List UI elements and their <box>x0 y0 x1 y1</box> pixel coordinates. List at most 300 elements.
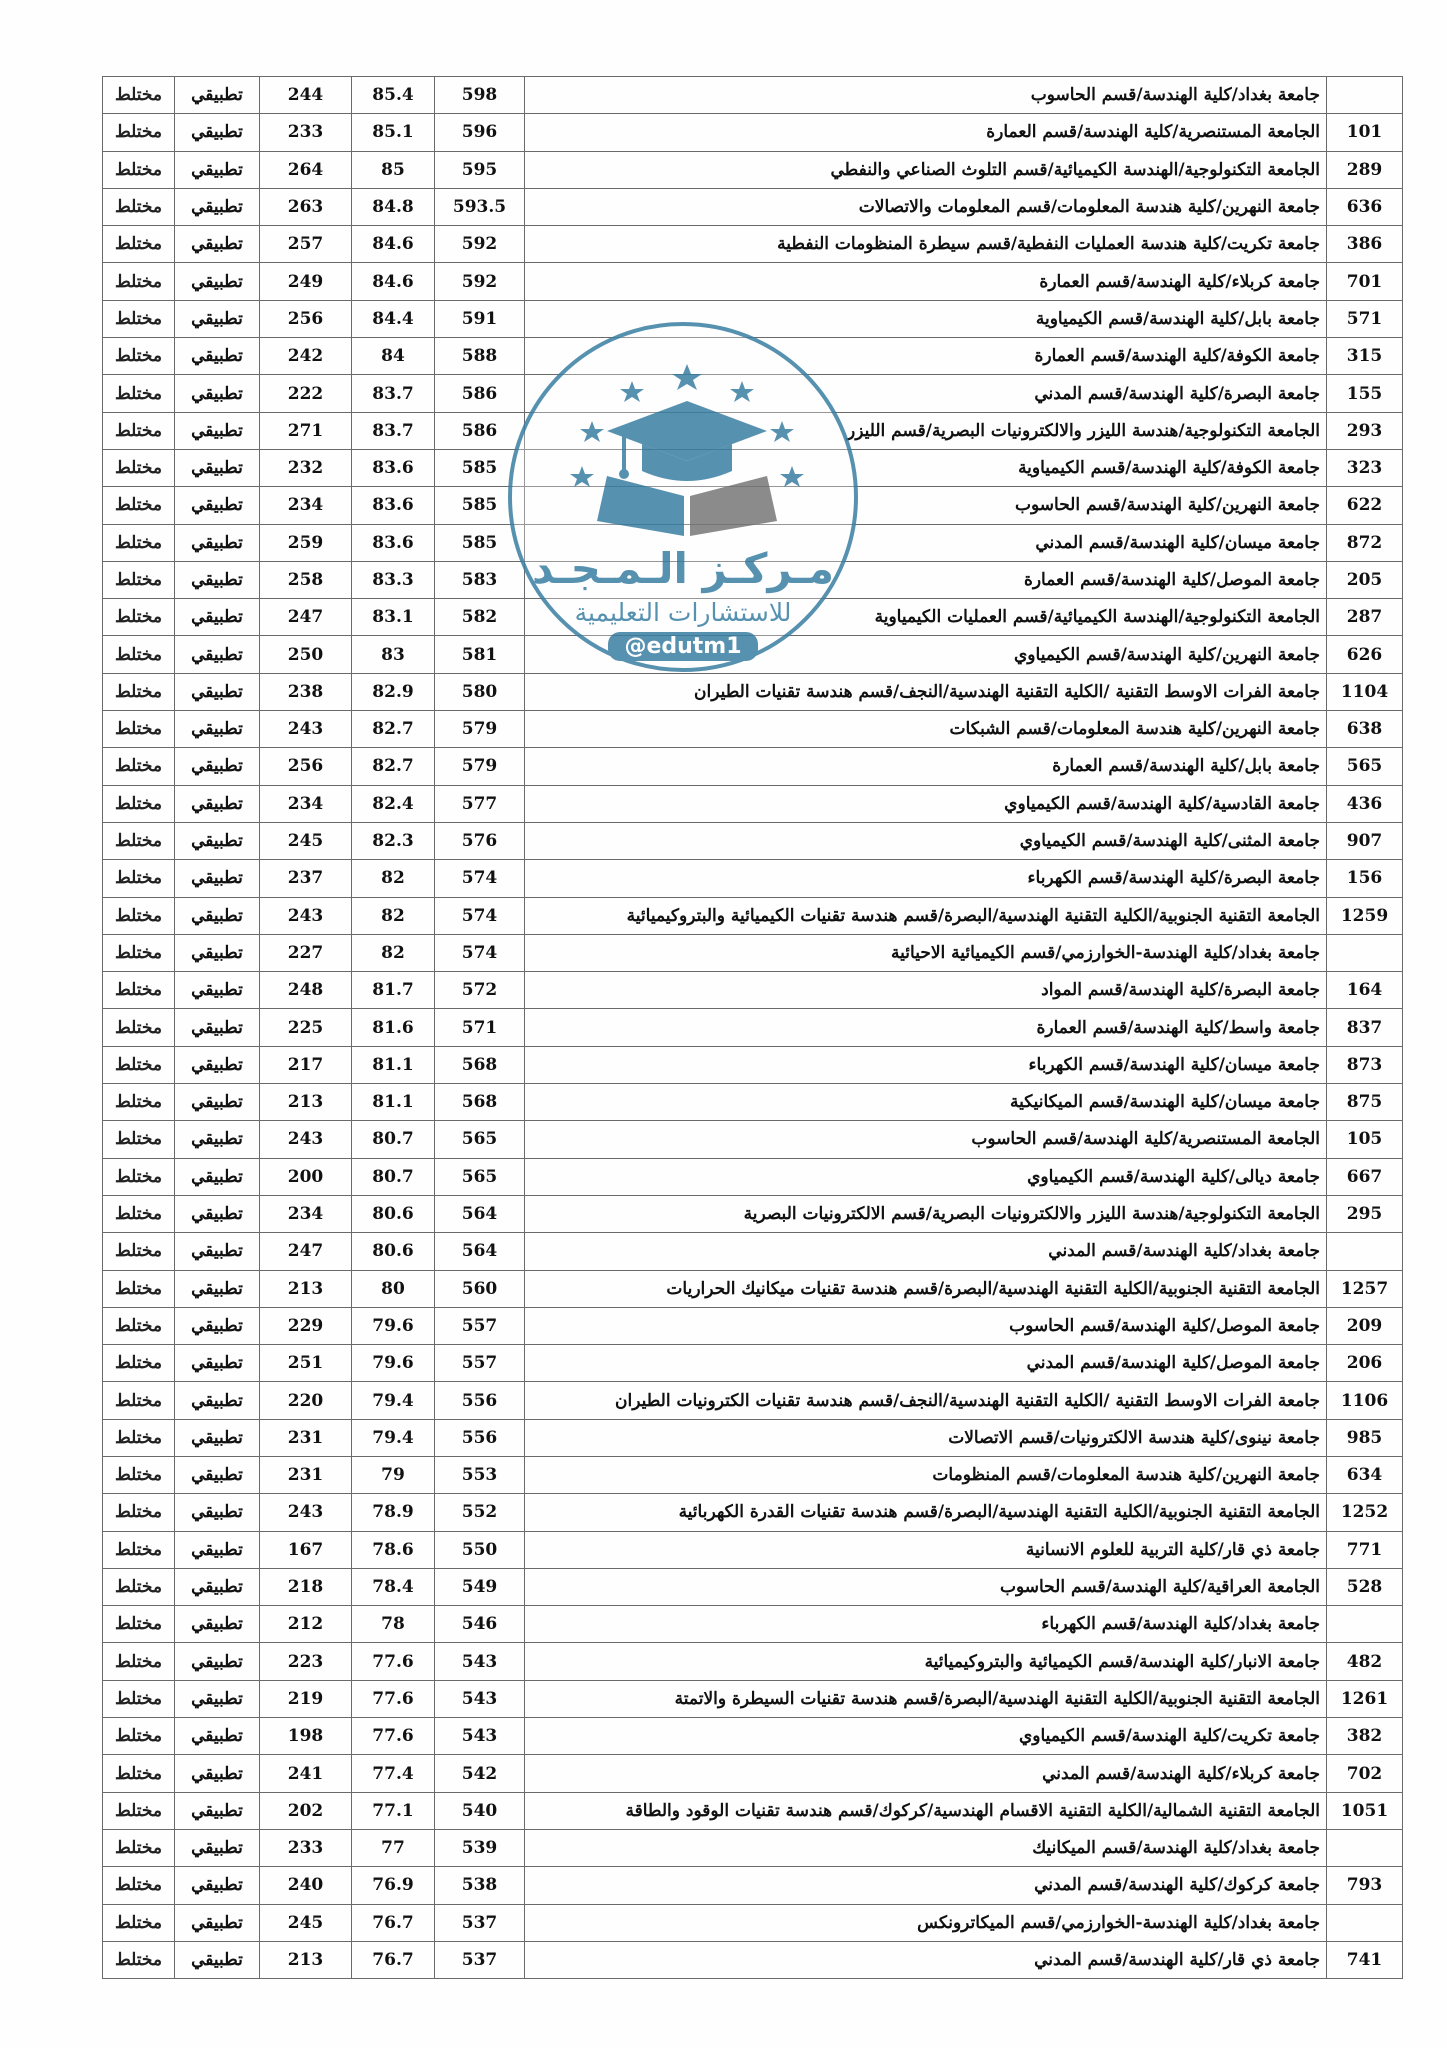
program-code-cell: 315 <box>1327 338 1403 375</box>
table-row <box>103 972 1403 1009</box>
program-code-cell: 571 <box>1327 300 1403 337</box>
seats-cell: 198 <box>260 1718 352 1755</box>
table-row <box>103 188 1403 225</box>
score-cell: 593.5 <box>435 188 525 225</box>
program-code-cell: 155 <box>1327 375 1403 412</box>
score-cell: 564 <box>435 1233 525 1270</box>
seats-cell: 241 <box>260 1755 352 1792</box>
track-cell: تطبيقي <box>175 1755 260 1792</box>
score-cell: 586 <box>435 375 525 412</box>
watermark-handle: @edutm1 <box>608 632 758 661</box>
percentage-cell: 84.4 <box>352 300 435 337</box>
type-cell: مختلط <box>103 1680 175 1717</box>
type-cell: مختلط <box>103 1270 175 1307</box>
percentage-cell: 76.7 <box>352 1941 435 1978</box>
type-cell: مختلط <box>103 1233 175 1270</box>
percentage-cell: 81.1 <box>352 1084 435 1121</box>
program-code-cell: 565 <box>1327 748 1403 785</box>
percentage-cell: 81.7 <box>352 972 435 1009</box>
table-row <box>103 1606 1403 1643</box>
table-row <box>103 1904 1403 1941</box>
score-cell: 537 <box>435 1904 525 1941</box>
table-row <box>103 1755 1403 1792</box>
seats-cell: 243 <box>260 897 352 934</box>
score-cell: 546 <box>435 1606 525 1643</box>
seats-cell: 217 <box>260 1046 352 1083</box>
program-code-cell: 382 <box>1327 1718 1403 1755</box>
table-row <box>103 1270 1403 1307</box>
track-cell: تطبيقي <box>175 1009 260 1046</box>
track-cell: تطبيقي <box>175 114 260 151</box>
score-cell: 579 <box>435 711 525 748</box>
percentage-cell: 84.6 <box>352 263 435 300</box>
type-cell: مختلط <box>103 1345 175 1382</box>
track-cell: تطبيقي <box>175 1494 260 1531</box>
score-cell: 581 <box>435 636 525 673</box>
program-name-cell: جامعة الموصل/كلية الهندسة/قسم العمارة <box>525 561 1327 598</box>
score-cell: 585 <box>435 449 525 486</box>
type-cell: مختلط <box>103 1606 175 1643</box>
program-name-cell: جامعة بغداد/كلية الهندسة/قسم الحاسوب <box>525 77 1327 114</box>
track-cell: تطبيقي <box>175 897 260 934</box>
type-cell: مختلط <box>103 151 175 188</box>
track-cell: تطبيقي <box>175 1643 260 1680</box>
track-cell: تطبيقي <box>175 412 260 449</box>
seats-cell: 263 <box>260 188 352 225</box>
seats-cell: 271 <box>260 412 352 449</box>
track-cell: تطبيقي <box>175 1307 260 1344</box>
score-cell: 565 <box>435 1158 525 1195</box>
score-cell: 560 <box>435 1270 525 1307</box>
percentage-cell: 80.7 <box>352 1158 435 1195</box>
percentage-cell: 77.1 <box>352 1792 435 1829</box>
percentage-cell: 80 <box>352 1270 435 1307</box>
seats-cell: 231 <box>260 1419 352 1456</box>
seats-cell: 247 <box>260 1233 352 1270</box>
program-name-cell: جامعة ذي قار/كلية التربية للعلوم الانسانية <box>525 1531 1327 1568</box>
program-code-cell: 626 <box>1327 636 1403 673</box>
program-code-cell: 634 <box>1327 1456 1403 1493</box>
track-cell: تطبيقي <box>175 1792 260 1829</box>
percentage-cell: 85 <box>352 151 435 188</box>
program-name-cell: الجامعة العراقية/كلية الهندسة/قسم الحاسوب <box>525 1568 1327 1605</box>
type-cell: مختلط <box>103 1531 175 1568</box>
type-cell: مختلط <box>103 934 175 971</box>
score-cell: 576 <box>435 822 525 859</box>
type-cell: مختلط <box>103 1009 175 1046</box>
percentage-cell: 82.3 <box>352 822 435 859</box>
score-cell: 579 <box>435 748 525 785</box>
program-name-cell: جامعة تكريت/كلية الهندسة/قسم الكيمياوي <box>525 1718 1327 1755</box>
percentage-cell: 77.4 <box>352 1755 435 1792</box>
type-cell: مختلط <box>103 972 175 1009</box>
percentage-cell: 78.9 <box>352 1494 435 1531</box>
type-cell: مختلط <box>103 1121 175 1158</box>
watermark-name: مـركـز الـمـجـد <box>532 544 834 593</box>
program-code-cell: 875 <box>1327 1084 1403 1121</box>
track-cell: تطبيقي <box>175 785 260 822</box>
score-cell: 598 <box>435 77 525 114</box>
type-cell: مختلط <box>103 1084 175 1121</box>
type-cell: مختلط <box>103 822 175 859</box>
program-name-cell: جامعة الانبار/كلية الهندسة/قسم الكيميائية والبتروكيميائية <box>525 1643 1327 1680</box>
score-cell: 540 <box>435 1792 525 1829</box>
program-name-cell: جامعة بغداد/كلية الهندسة/قسم المدني <box>525 1233 1327 1270</box>
percentage-cell: 79.6 <box>352 1345 435 1382</box>
track-cell: تطبيقي <box>175 636 260 673</box>
table-row <box>103 748 1403 785</box>
program-name-cell: الجامعة التكنولوجية/الهندسة الكيميائية/قسم التلوث الصناعي والنفطي <box>525 151 1327 188</box>
percentage-cell: 79.6 <box>352 1307 435 1344</box>
program-name-cell: الجامعة التكنولوجية/الهندسة الكيميائية/قسم العمليات الكيمياوية <box>525 599 1327 636</box>
track-cell: تطبيقي <box>175 748 260 785</box>
percentage-cell: 82.9 <box>352 673 435 710</box>
seats-cell: 264 <box>260 151 352 188</box>
score-cell: 557 <box>435 1345 525 1382</box>
score-cell: 543 <box>435 1643 525 1680</box>
seats-cell: 220 <box>260 1382 352 1419</box>
score-cell: 588 <box>435 338 525 375</box>
program-code-cell <box>1327 934 1403 971</box>
percentage-cell: 82 <box>352 934 435 971</box>
table-row <box>103 711 1403 748</box>
program-name-cell: الجامعة التقنية الجنوبية/الكلية التقنية الهندسية/البصرة/قسم هندسة تقنيات ميكانيك الحراريات <box>525 1270 1327 1307</box>
table-row <box>103 1345 1403 1382</box>
type-cell: مختلط <box>103 1829 175 1866</box>
track-cell: تطبيقي <box>175 1270 260 1307</box>
type-cell: مختلط <box>103 1643 175 1680</box>
score-cell: 595 <box>435 151 525 188</box>
seats-cell: 258 <box>260 561 352 598</box>
table-row <box>103 934 1403 971</box>
program-code-cell <box>1327 77 1403 114</box>
type-cell: مختلط <box>103 412 175 449</box>
type-cell: مختلط <box>103 636 175 673</box>
percentage-cell: 76.7 <box>352 1904 435 1941</box>
table-row <box>103 897 1403 934</box>
program-code-cell: 528 <box>1327 1568 1403 1605</box>
track-cell: تطبيقي <box>175 1195 260 1232</box>
score-cell: 542 <box>435 1755 525 1792</box>
program-code-cell: 287 <box>1327 599 1403 636</box>
percentage-cell: 77.6 <box>352 1680 435 1717</box>
track-cell: تطبيقي <box>175 1046 260 1083</box>
type-cell: مختلط <box>103 1792 175 1829</box>
score-cell: 571 <box>435 1009 525 1046</box>
table-row <box>103 673 1403 710</box>
type-cell: مختلط <box>103 188 175 225</box>
seats-cell: 218 <box>260 1568 352 1605</box>
percentage-cell: 80.7 <box>352 1121 435 1158</box>
program-name-cell: جامعة ديالى/كلية الهندسة/قسم الكيمياوي <box>525 1158 1327 1195</box>
type-cell: مختلط <box>103 1941 175 1978</box>
program-code-cell <box>1327 1233 1403 1270</box>
track-cell: تطبيقي <box>175 934 260 971</box>
score-cell: 574 <box>435 934 525 971</box>
program-code-cell <box>1327 1904 1403 1941</box>
seats-cell: 240 <box>260 1867 352 1904</box>
type-cell: مختلط <box>103 1456 175 1493</box>
seats-cell: 249 <box>260 263 352 300</box>
program-code-cell <box>1327 1829 1403 1866</box>
track-cell: تطبيقي <box>175 1867 260 1904</box>
score-cell: 585 <box>435 487 525 524</box>
program-name-cell: الجامعة التكنولوجية/هندسة الليزر والالكترونيات البصرية/قسم الالكترونيات البصرية <box>525 1195 1327 1232</box>
track-cell: تطبيقي <box>175 375 260 412</box>
track-cell: تطبيقي <box>175 77 260 114</box>
program-name-cell: جامعة ذي قار/كلية الهندسة/قسم المدني <box>525 1941 1327 1978</box>
track-cell: تطبيقي <box>175 1718 260 1755</box>
program-code-cell: 837 <box>1327 1009 1403 1046</box>
track-cell: تطبيقي <box>175 673 260 710</box>
track-cell: تطبيقي <box>175 1084 260 1121</box>
percentage-cell: 83.7 <box>352 412 435 449</box>
watermark-logo <box>508 322 858 672</box>
table-row <box>103 151 1403 188</box>
program-code-cell: 205 <box>1327 561 1403 598</box>
table-row <box>103 1829 1403 1866</box>
track-cell: تطبيقي <box>175 561 260 598</box>
program-name-cell: جامعة كركوك/كلية الهندسة/قسم المدني <box>525 1867 1327 1904</box>
table-row <box>103 114 1403 151</box>
program-name-cell: جامعة الكوفة/كلية الهندسة/قسم الكيمياوية <box>525 449 1327 486</box>
percentage-cell: 78.6 <box>352 1531 435 1568</box>
program-name-cell: الجامعة المستنصرية/كلية الهندسة/قسم العمارة <box>525 114 1327 151</box>
program-code-cell: 1259 <box>1327 897 1403 934</box>
track-cell: تطبيقي <box>175 1941 260 1978</box>
table-row <box>103 1084 1403 1121</box>
score-cell: 592 <box>435 226 525 263</box>
score-cell: 592 <box>435 263 525 300</box>
program-code-cell: 156 <box>1327 860 1403 897</box>
track-cell: تطبيقي <box>175 1382 260 1419</box>
score-cell: 549 <box>435 1568 525 1605</box>
program-code-cell: 667 <box>1327 1158 1403 1195</box>
seats-cell: 243 <box>260 1494 352 1531</box>
program-code-cell: 1104 <box>1327 673 1403 710</box>
score-cell: 556 <box>435 1419 525 1456</box>
seats-cell: 242 <box>260 338 352 375</box>
program-name-cell: جامعة القادسية/كلية الهندسة/قسم الكيمياوي <box>525 785 1327 822</box>
seats-cell: 256 <box>260 300 352 337</box>
track-cell: تطبيقي <box>175 188 260 225</box>
program-name-cell: الجامعة التقنية الجنوبية/الكلية التقنية الهندسية/البصرة/قسم هندسة تقنيات القدرة الكهربائية <box>525 1494 1327 1531</box>
score-cell: 538 <box>435 1867 525 1904</box>
score-cell: 568 <box>435 1084 525 1121</box>
seats-cell: 234 <box>260 1195 352 1232</box>
track-cell: تطبيقي <box>175 860 260 897</box>
seats-cell: 234 <box>260 487 352 524</box>
table-row <box>103 1494 1403 1531</box>
track-cell: تطبيقي <box>175 300 260 337</box>
type-cell: مختلط <box>103 1718 175 1755</box>
program-code-cell: 101 <box>1327 114 1403 151</box>
program-name-cell: جامعة واسط/كلية الهندسة/قسم العمارة <box>525 1009 1327 1046</box>
type-cell: مختلط <box>103 226 175 263</box>
program-code-cell: 1257 <box>1327 1270 1403 1307</box>
table-row <box>103 226 1403 263</box>
percentage-cell: 83.6 <box>352 449 435 486</box>
score-cell: 543 <box>435 1680 525 1717</box>
score-cell: 596 <box>435 114 525 151</box>
seats-cell: 243 <box>260 711 352 748</box>
program-name-cell: الجامعة التقنية الجنوبية/الكلية التقنية الهندسية/البصرة/قسم هندسة تقنيات السيطرة والاتمتة <box>525 1680 1327 1717</box>
track-cell: تطبيقي <box>175 263 260 300</box>
program-code-cell: 793 <box>1327 1867 1403 1904</box>
table-row <box>103 77 1403 114</box>
program-code-cell: 164 <box>1327 972 1403 1009</box>
percentage-cell: 78.4 <box>352 1568 435 1605</box>
score-cell: 568 <box>435 1046 525 1083</box>
seats-cell: 238 <box>260 673 352 710</box>
program-code-cell: 386 <box>1327 226 1403 263</box>
program-code-cell <box>1327 1606 1403 1643</box>
program-code-cell: 771 <box>1327 1531 1403 1568</box>
seats-cell: 222 <box>260 375 352 412</box>
percentage-cell: 84 <box>352 338 435 375</box>
track-cell: تطبيقي <box>175 338 260 375</box>
percentage-cell: 82 <box>352 860 435 897</box>
program-name-cell: جامعة النهرين/كلية هندسة المعلومات/قسم الشبكات <box>525 711 1327 748</box>
seats-cell: 225 <box>260 1009 352 1046</box>
program-code-cell: 293 <box>1327 412 1403 449</box>
type-cell: مختلط <box>103 711 175 748</box>
percentage-cell: 84.6 <box>352 226 435 263</box>
percentage-cell: 80.6 <box>352 1233 435 1270</box>
program-code-cell: 1252 <box>1327 1494 1403 1531</box>
percentage-cell: 79.4 <box>352 1419 435 1456</box>
type-cell: مختلط <box>103 1904 175 1941</box>
program-code-cell: 482 <box>1327 1643 1403 1680</box>
type-cell: مختلط <box>103 1307 175 1344</box>
seats-cell: 234 <box>260 785 352 822</box>
program-name-cell: جامعة بغداد/كلية الهندسة-الخوارزمي/قسم الميكاترونكس <box>525 1904 1327 1941</box>
track-cell: تطبيقي <box>175 1419 260 1456</box>
table-row <box>103 1867 1403 1904</box>
track-cell: تطبيقي <box>175 449 260 486</box>
score-cell: 539 <box>435 1829 525 1866</box>
table-row <box>103 1233 1403 1270</box>
score-cell: 564 <box>435 1195 525 1232</box>
type-cell: مختلط <box>103 785 175 822</box>
seats-cell: 248 <box>260 972 352 1009</box>
program-code-cell: 702 <box>1327 1755 1403 1792</box>
table-row <box>103 1158 1403 1195</box>
type-cell: مختلط <box>103 300 175 337</box>
seats-cell: 243 <box>260 1121 352 1158</box>
program-name-cell: جامعة تكريت/كلية هندسة العمليات النفطية/قسم سيطرة المنظومات النفطية <box>525 226 1327 263</box>
program-name-cell: جامعة الفرات الاوسط التقنية /الكلية التقنية الهندسية/النجف/قسم هندسة تقنيات الكترونيات الطيران <box>525 1382 1327 1419</box>
program-name-cell: جامعة ميسان/كلية الهندسة/قسم الميكانيكية <box>525 1084 1327 1121</box>
track-cell: تطبيقي <box>175 226 260 263</box>
seats-cell: 232 <box>260 449 352 486</box>
type-cell: مختلط <box>103 561 175 598</box>
score-cell: 565 <box>435 1121 525 1158</box>
program-name-cell: جامعة بابل/كلية الهندسة/قسم الكيمياوية <box>525 300 1327 337</box>
track-cell: تطبيقي <box>175 1233 260 1270</box>
program-name-cell: جامعة الفرات الاوسط التقنية /الكلية التقنية الهندسية/النجف/قسم هندسة تقنيات الطيران <box>525 673 1327 710</box>
track-cell: تطبيقي <box>175 822 260 859</box>
track-cell: تطبيقي <box>175 972 260 1009</box>
seats-cell: 213 <box>260 1084 352 1121</box>
type-cell: مختلط <box>103 673 175 710</box>
program-name-cell: جامعة بغداد/كلية الهندسة/قسم الميكانيك <box>525 1829 1327 1866</box>
program-name-cell: جامعة الموصل/كلية الهندسة/قسم المدني <box>525 1345 1327 1382</box>
seats-cell: 247 <box>260 599 352 636</box>
table-row <box>103 263 1403 300</box>
seats-cell: 250 <box>260 636 352 673</box>
track-cell: تطبيقي <box>175 1121 260 1158</box>
seats-cell: 237 <box>260 860 352 897</box>
table-row <box>103 1680 1403 1717</box>
table-row <box>103 1531 1403 1568</box>
program-name-cell: الجامعة المستنصرية/كلية الهندسة/قسم الحاسوب <box>525 1121 1327 1158</box>
track-cell: تطبيقي <box>175 1456 260 1493</box>
percentage-cell: 81.1 <box>352 1046 435 1083</box>
seats-cell: 233 <box>260 1829 352 1866</box>
type-cell: مختلط <box>103 1867 175 1904</box>
seats-cell: 251 <box>260 1345 352 1382</box>
percentage-cell: 83 <box>352 636 435 673</box>
percentage-cell: 79 <box>352 1456 435 1493</box>
score-cell: 582 <box>435 599 525 636</box>
program-code-cell: 105 <box>1327 1121 1403 1158</box>
track-cell: تطبيقي <box>175 151 260 188</box>
percentage-cell: 82.7 <box>352 711 435 748</box>
table-row <box>103 1456 1403 1493</box>
percentage-cell: 77.6 <box>352 1718 435 1755</box>
percentage-cell: 83.1 <box>352 599 435 636</box>
seats-cell: 202 <box>260 1792 352 1829</box>
track-cell: تطبيقي <box>175 1158 260 1195</box>
percentage-cell: 81.6 <box>352 1009 435 1046</box>
type-cell: مختلط <box>103 375 175 412</box>
program-code-cell: 638 <box>1327 711 1403 748</box>
percentage-cell: 83.6 <box>352 524 435 561</box>
seats-cell: 223 <box>260 1643 352 1680</box>
table-row <box>103 822 1403 859</box>
table-row <box>103 1718 1403 1755</box>
seats-cell: 219 <box>260 1680 352 1717</box>
score-cell: 577 <box>435 785 525 822</box>
type-cell: مختلط <box>103 897 175 934</box>
table-row <box>103 1195 1403 1232</box>
type-cell: مختلط <box>103 1382 175 1419</box>
percentage-cell: 82.4 <box>352 785 435 822</box>
program-code-cell: 436 <box>1327 785 1403 822</box>
program-name-cell: جامعة النهرين/كلية هندسة المعلومات/قسم المعلومات والاتصالات <box>525 188 1327 225</box>
table-row <box>103 1419 1403 1456</box>
program-name-cell: جامعة كربلاء/كلية الهندسة/قسم المدني <box>525 1755 1327 1792</box>
program-name-cell: جامعة بابل/كلية الهندسة/قسم العمارة <box>525 748 1327 785</box>
program-code-cell: 873 <box>1327 1046 1403 1083</box>
seats-cell: 213 <box>260 1270 352 1307</box>
track-cell: تطبيقي <box>175 1531 260 1568</box>
seats-cell: 257 <box>260 226 352 263</box>
table-row <box>103 1046 1403 1083</box>
track-cell: تطبيقي <box>175 524 260 561</box>
program-code-cell: 206 <box>1327 1345 1403 1382</box>
program-name-cell: جامعة البصرة/كلية الهندسة/قسم الكهرباء <box>525 860 1327 897</box>
type-cell: مختلط <box>103 338 175 375</box>
percentage-cell: 83.6 <box>352 487 435 524</box>
score-cell: 591 <box>435 300 525 337</box>
percentage-cell: 84.8 <box>352 188 435 225</box>
type-cell: مختلط <box>103 599 175 636</box>
program-name-cell: جامعة النهرين/كلية الهندسة/قسم الكيمياوي <box>525 636 1327 673</box>
seats-cell: 233 <box>260 114 352 151</box>
track-cell: تطبيقي <box>175 1829 260 1866</box>
